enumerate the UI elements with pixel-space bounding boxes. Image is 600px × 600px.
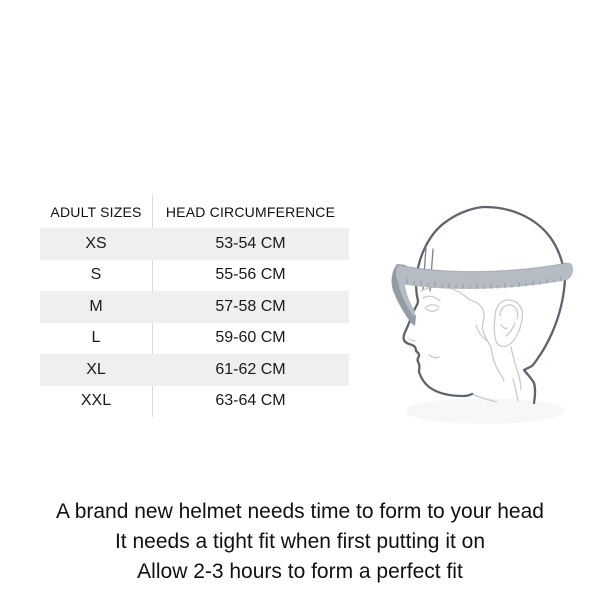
size-chart-table <box>40 195 349 417</box>
circumference-cell: 61-62 CM <box>215 360 286 378</box>
circumference-cell: 63-64 CM <box>215 392 286 410</box>
head-outline <box>404 207 565 403</box>
care-note-line-1: A brand new helmet needs time to form to your head <box>56 500 544 523</box>
table-row-xl <box>40 354 349 386</box>
circumference-cell: 57-58 CM <box>215 297 286 315</box>
column-header-adult-sizes: ADULT SIZES <box>50 203 142 220</box>
size-cell: XS <box>85 234 107 252</box>
size-cell: L <box>91 329 101 347</box>
table-row-l <box>40 323 349 355</box>
care-note <box>0 497 600 587</box>
circumference-cell: 59-60 CM <box>215 329 286 347</box>
table-row-xs <box>40 228 349 260</box>
size-cell: S <box>90 266 102 284</box>
care-note-line-2: It needs a tight fit when first putting it on <box>114 530 486 553</box>
size-cell: M <box>89 297 103 315</box>
table-row-m <box>40 291 349 323</box>
care-note-line-3: Allow 2-3 hours to form a perfect fit <box>137 560 463 583</box>
circumference-cell: 53-54 CM <box>215 234 286 252</box>
size-cell: XL <box>86 360 106 378</box>
column-header-head-circumference: HEAD CIRCUMFERENCE <box>165 203 336 220</box>
size-cell: XXL <box>80 392 112 410</box>
neck-shadow <box>405 398 565 424</box>
table-row-s <box>40 260 349 292</box>
table-row-xxl <box>40 386 349 418</box>
head-measurement-illustration <box>385 195 585 435</box>
circumference-cell: 55-56 CM <box>215 266 286 284</box>
table-header-row <box>40 195 349 228</box>
